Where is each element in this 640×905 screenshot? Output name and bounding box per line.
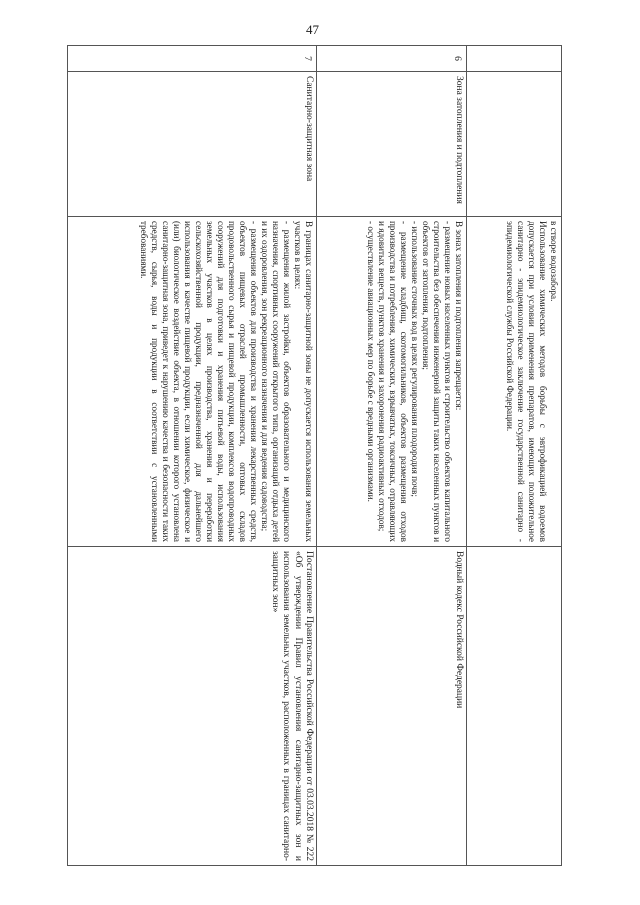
legal-basis bbox=[467, 547, 562, 866]
restrictions-cell bbox=[467, 217, 562, 547]
row-number: 6 bbox=[317, 46, 467, 72]
restrictions-cell bbox=[317, 217, 467, 547]
table-row bbox=[317, 46, 467, 866]
zone-name: Зона затопления и подтопления bbox=[317, 72, 467, 217]
restriction-line: В зонах затопления и подтопления запрещается: bbox=[454, 221, 464, 411]
legal-basis: Водный кодекс Российской Федерации bbox=[317, 547, 467, 866]
table-row bbox=[467, 46, 562, 866]
restriction-line: в створе водозабора. bbox=[549, 221, 559, 302]
restriction-line: В границах санитарно-защитной зоны не допускается использования земельных участков в целях: bbox=[292, 221, 314, 542]
zones-table bbox=[67, 45, 562, 866]
restriction-line: Использование химических методов борьбы с эвтрофикацией водоемов допускается при условии применения препаратов, имеющих положительное санитарно - эпидемиологическое заключение государственной санитарно - эпидемиологической службы Российской Федерации. bbox=[504, 221, 548, 542]
row-number: 7 bbox=[68, 46, 317, 72]
row-number bbox=[467, 46, 562, 72]
page-number: 47 bbox=[306, 22, 319, 37]
table-row bbox=[68, 46, 317, 866]
zone-name bbox=[467, 72, 562, 217]
restriction-line: - размещение новых населенных пунктов и строительство объектов капитального строительства без обеспечения инженерной защиты таких населенных пунктов и объектов от затопления, подтопления; bbox=[420, 221, 453, 542]
restriction-line: - размещение кладбищ, скотомогильников, объектов размещения отходов производства и потребления, химических, взрывчатых, токсичных, отравляющих и ядовитых веществ, пунктов хранения и захоронения радиоактивных отходов; bbox=[376, 221, 409, 542]
legal-basis: Постановление Правительства Российской Федерации от 03.03.2018 № 222 «Об утверждении Правил установления санитарно-защитных зон и использования земельных участков, расположенных в границах санитарно-защитных зон» bbox=[68, 547, 317, 866]
zone-name: Санитарно-защитная зона bbox=[68, 72, 317, 217]
restriction-line: - использование сточных вод в целях регулирования плодородия почв; bbox=[409, 221, 420, 497]
restriction-line: - осуществление авиационных мер по борьбе с вредными организмами. bbox=[365, 221, 376, 502]
restrictions-cell bbox=[68, 217, 317, 547]
restriction-line: - размещения объектов для производства и хранения лекарственных средств, объектов пищевых отраслей промышленности, оптовых складов продовольственного сырья и пищевой продукции, комплексов водопроводных сооружений для подготовки и хранения питьевой воды, использования земельных участков в целях производства, хранения и переработки сельскохозяйственной продукции, предназначенной для дальнейшего использования в качестве пищевой продукции, если химическое, физическое и (или) биологическое воздействие объекта, в отношении которого установлена санитарно-защитная зона, приведет к нарушению качества и безопасности таких средств, сырья, воды и продукции в соответствии с установленными требованиями. bbox=[138, 221, 259, 542]
restriction-line: - размещения жилой застройки, объектов образовательного и медицинского назначения, спортивных сооружений открытого типа, организаций отдыха детей и их оздоровления, зон рекреационного назначения и для ведения садоводства; bbox=[259, 221, 292, 542]
rotated-table-container bbox=[67, 45, 562, 865]
